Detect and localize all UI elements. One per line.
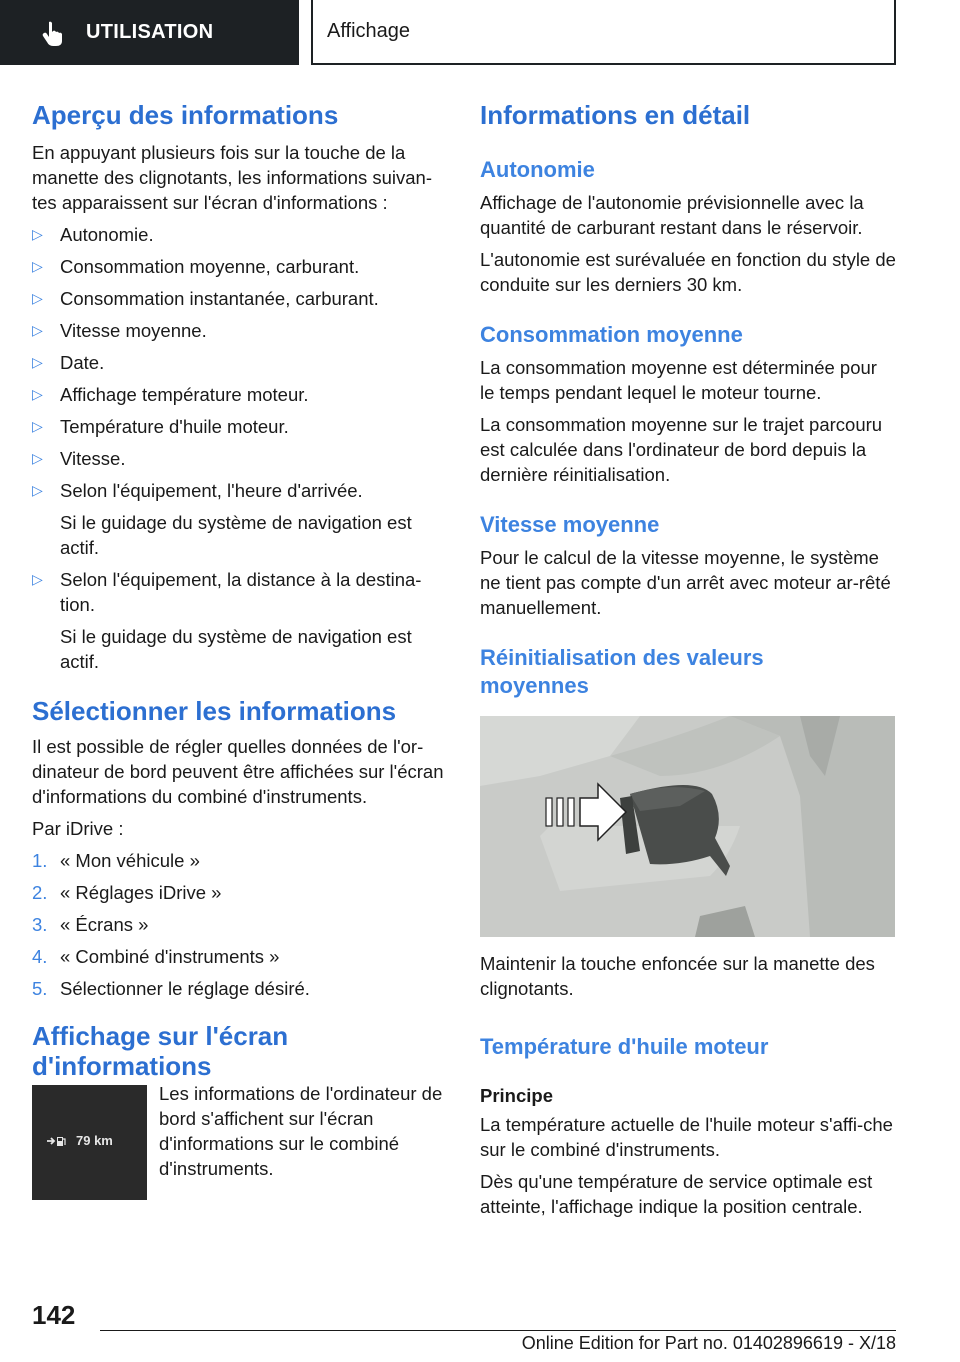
triangle-bullet-icon: ▷ [32, 450, 43, 466]
heading-affichage: Affichage sur l'écran d'informations [32, 1021, 289, 1081]
header-section-tab [0, 0, 299, 65]
edition-text: Online Edition for Part no. 01402896619 - X/18 [521, 1333, 896, 1353]
triangle-bullet-icon: ▷ [32, 258, 43, 274]
affichage-block [32, 1085, 452, 1200]
steps-list [32, 848, 452, 1001]
heading-autonomie: Autonomie [480, 157, 595, 182]
list-item: ▷ Selon l'équipement, la distance à la destina-tion. [32, 569, 422, 615]
apercu-list [32, 222, 452, 674]
list-item: ▷ Vitesse moyenne. [32, 320, 207, 341]
list-item: 2. « Réglages iDrive » [32, 882, 222, 903]
list-item: 1. « Mon véhicule » [32, 850, 200, 871]
selection-intro: Il est possible de régler quelles données de l'or-dinateur de bord peuvent être affichées sur l'écran d'informations du combiné d'instruments. [32, 736, 444, 807]
header-topic-box [311, 0, 896, 65]
info-display-image [32, 1085, 147, 1200]
list-item-note: Si le guidage du système de navigation est actif. [60, 512, 412, 558]
conso-p1: La consommation moyenne est déterminée pour le temps pendant lequel le moteur tourne. [480, 357, 877, 403]
turn-signal-stalk-photo [480, 716, 895, 937]
heading-huile: Température d'huile moteur [480, 1034, 769, 1059]
par-idrive: Par iDrive : [32, 818, 124, 839]
display-readout [46, 1133, 113, 1148]
left-column [32, 100, 452, 1200]
footer-divider [100, 1330, 896, 1331]
huile-p1: La température actuelle de l'huile moteur s'affi-che sur le combiné d'instruments. [480, 1114, 893, 1160]
list-item: ▷ Autonomie. [32, 224, 154, 245]
triangle-bullet-icon: ▷ [32, 482, 43, 498]
huile-p2: Dès qu'une température de service optimale est atteinte, l'affichage indique la position centrale. [480, 1171, 873, 1217]
list-item: ▷ Affichage température moteur. [32, 384, 309, 405]
list-item: ▷ Température d'huile moteur. [32, 416, 289, 437]
triangle-bullet-icon: ▷ [32, 290, 43, 306]
reinit-caption: Maintenir la touche enfoncée sur la manette des clignotants. [480, 953, 875, 999]
triangle-bullet-icon: ▷ [32, 354, 43, 370]
page-number: 142 [32, 1300, 76, 1330]
triangle-bullet-icon: ▷ [32, 571, 43, 587]
heading-apercu: Aperçu des informations [32, 100, 339, 130]
triangle-bullet-icon: ▷ [32, 322, 43, 338]
right-column [480, 100, 896, 1219]
heading-detail: Informations en détail [480, 100, 751, 130]
affichage-text: Les informations de l'ordinateur de bord s'affichent sur l'écran d'informations sur le combiné d'instruments. [159, 1083, 443, 1179]
list-item: ▷ Selon l'équipement, l'heure d'arrivée. [32, 480, 363, 501]
hand-pointer-icon [40, 19, 68, 47]
triangle-bullet-icon: ▷ [32, 386, 43, 402]
list-item: ▷ Consommation moyenne, carburant. [32, 256, 360, 277]
fuel-range-icon [46, 1135, 68, 1147]
list-item: ▷ Date. [32, 352, 105, 373]
heading-consommation: Consommation moyenne [480, 322, 743, 347]
vitesse-p1: Pour le calcul de la vitesse moyenne, le système ne tient pas compte d'un arrêt avec moteur ar-rêté manuellement. [480, 547, 891, 618]
heading-vitesse: Vitesse moyenne [480, 512, 660, 537]
heading-selection: Sélectionner les informations [32, 696, 397, 726]
triangle-bullet-icon: ▷ [32, 226, 43, 242]
list-item: 5. Sélectionner le réglage désiré. [32, 978, 310, 999]
autonomie-p1: Affichage de l'autonomie prévisionnelle avec la quantité de carburant restant dans le réservoir. [480, 192, 864, 238]
autonomie-p2: L'autonomie est surévaluée en fonction du style de conduite sur les derniers 30 km. [480, 249, 896, 295]
topic-title: Affichage [327, 20, 411, 42]
list-item: ▷ Vitesse. [32, 448, 126, 469]
list-item: ▷ Consommation instantanée, carburant. [32, 288, 379, 309]
section-title: UTILISATION [86, 21, 214, 43]
list-item-note: Si le guidage du système de navigation est actif. [60, 626, 412, 672]
conso-p2: La consommation moyenne sur le trajet parcouru est calculée dans l'ordinateur de bord depuis la dernière réinitialisation. [480, 414, 883, 485]
list-item: 3. « Écrans » [32, 914, 149, 935]
apercu-intro: En appuyant plusieurs fois sur la touche de la manette des clignotants, les informations suivan-tes apparaissent sur l'écran d'informations : [32, 142, 433, 213]
triangle-bullet-icon: ▷ [32, 418, 43, 434]
display-value: 79 km [76, 1133, 113, 1148]
heading-reinit: Réinitialisation des valeurs moyennes [480, 645, 764, 698]
list-item: 4. « Combiné d'instruments » [32, 946, 280, 967]
principe-label: Principe [480, 1085, 553, 1106]
